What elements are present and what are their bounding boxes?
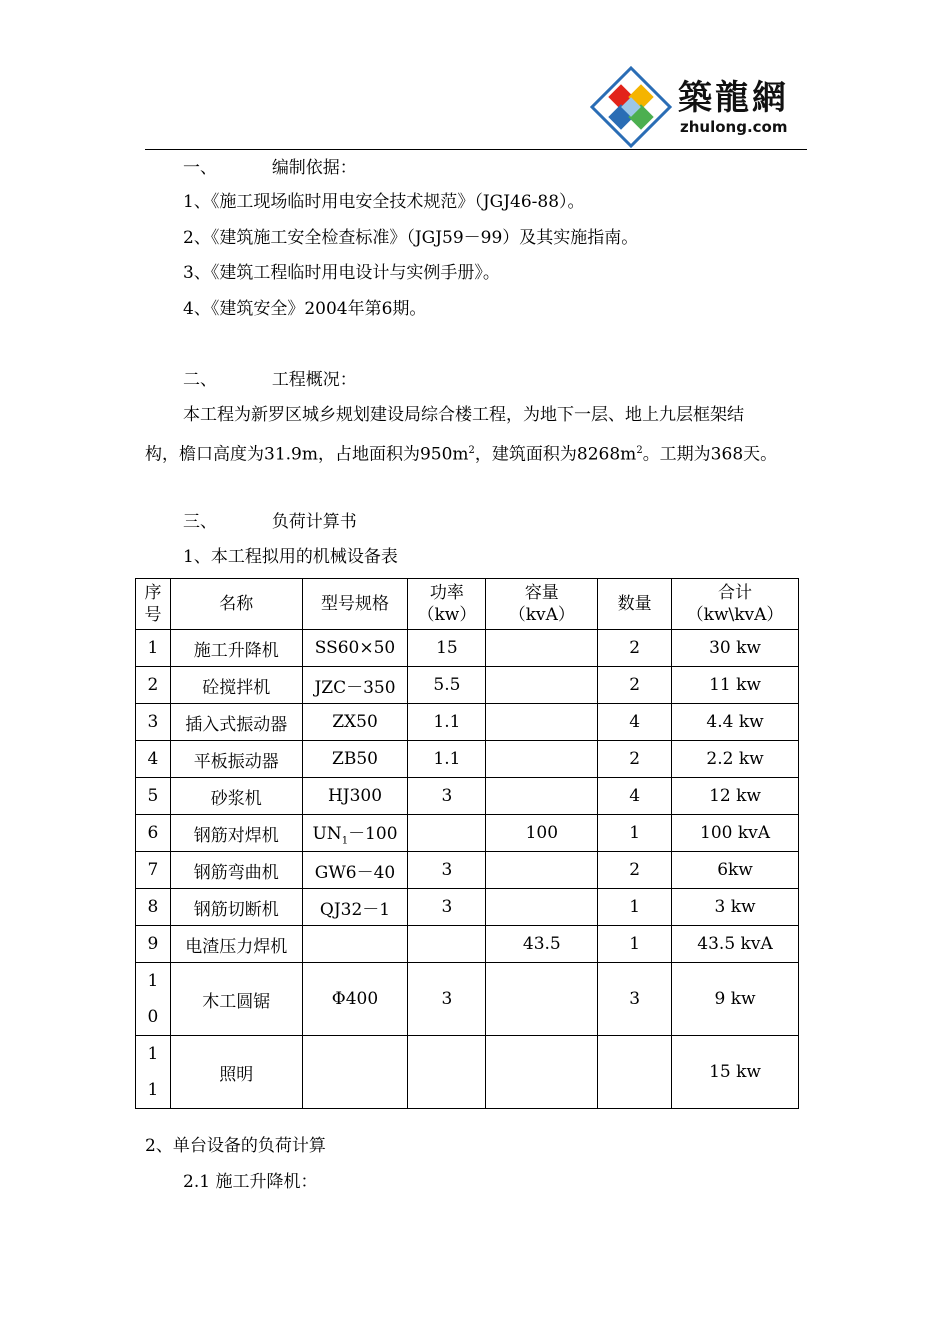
overview-text-c: 。工期为368天。 (642, 444, 778, 465)
overview-text-b: ，建筑面积为8268m (474, 444, 637, 465)
section1-title: 编制依据： (271, 158, 357, 178)
cell-name: 钢筋弯曲机 (170, 852, 302, 889)
cell-total: 6kw (672, 852, 799, 889)
basis-item-3: 3、《建筑工程临时用电设计与实例手册》。 (183, 263, 500, 283)
cell-model: GW6－40 (302, 852, 408, 889)
cell-total: 15 kw (672, 1036, 799, 1109)
section3-number: 三、 (183, 512, 217, 532)
cell-no: 7 (136, 852, 171, 889)
section3-title: 负荷计算书 (271, 512, 357, 532)
cell-power: 1.1 (408, 704, 486, 741)
cell-name: 砼搅拌机 (170, 667, 302, 704)
cell-capacity (486, 778, 598, 815)
cell-no: 3 (136, 704, 171, 741)
cell-name: 钢筋对焊机 (170, 815, 302, 852)
cell-model: JZC－350 (302, 667, 408, 704)
cell-model: Φ400 (302, 963, 408, 1036)
cell-total: 4.4 kw (672, 704, 799, 741)
cell-capacity (486, 889, 598, 926)
cell-name: 施工升降机 (170, 630, 302, 667)
cell-total: 100 kvA (672, 815, 799, 852)
cell-power: 15 (408, 630, 486, 667)
cell-capacity (486, 852, 598, 889)
equipment-table (135, 578, 799, 1109)
table-row (136, 815, 799, 852)
cell-no: 1 (136, 630, 171, 667)
table-row (136, 1036, 799, 1109)
cell-total: 11 kw (672, 667, 799, 704)
cell-capacity (486, 667, 598, 704)
subsection-2-1-heading: 2.1 施工升降机： (183, 1172, 318, 1192)
cell-total: 3 kw (672, 889, 799, 926)
header-model: 型号规格 (302, 579, 408, 630)
header-qty: 数量 (598, 579, 672, 630)
cell-name: 钢筋切断机 (170, 889, 302, 926)
cell-power: 3 (408, 889, 486, 926)
cell-power: 3 (408, 778, 486, 815)
cell-total: 2.2 kw (672, 741, 799, 778)
cell-name: 木工圆锯 (170, 963, 302, 1036)
cell-no: 1 1 (136, 1036, 171, 1109)
table-row (136, 889, 799, 926)
table-row (136, 926, 799, 963)
cell-model (302, 926, 408, 963)
cell-name: 插入式振动器 (170, 704, 302, 741)
basis-item-4: 4、《建筑安全》2004年第6期。 (183, 299, 427, 319)
header-capacity: 容量 （kvA） (486, 579, 598, 630)
cell-model: $UN_1-100$ (302, 815, 408, 852)
overview-text-a: 构，檐口高度为31.9m，占地面积为950m (145, 444, 469, 465)
table-row (136, 741, 799, 778)
superscript-area1: 2 (468, 445, 475, 456)
header-power: 功率 （kw） (408, 579, 486, 630)
table-header-row (136, 579, 799, 630)
section2-heading (183, 369, 357, 391)
cell-total: 9 kw (672, 963, 799, 1036)
section3-heading (183, 511, 357, 533)
cell-qty: 4 (598, 704, 672, 741)
cell-power: 3 (408, 852, 486, 889)
section2-title: 工程概况： (271, 370, 357, 390)
cell-capacity (486, 741, 598, 778)
table-row (136, 704, 799, 741)
cell-model: HJ300 (302, 778, 408, 815)
cell-qty: 3 (598, 963, 672, 1036)
cell-power (408, 815, 486, 852)
cell-qty: 4 (598, 778, 672, 815)
cell-capacity (486, 1036, 598, 1109)
cell-no: 8 (136, 889, 171, 926)
logo-domain: zhulong.com (680, 118, 788, 136)
cell-no: 6 (136, 815, 171, 852)
cell-qty: 1 (598, 889, 672, 926)
header-no: 序 号 (136, 579, 171, 630)
cell-total: 43.5 kvA (672, 926, 799, 963)
superscript-area2: 2 (636, 445, 643, 456)
basis-item-1: 1、《施工现场临时用电安全技术规范》（JGJ46-88）。 (183, 192, 585, 212)
logo-chinese-name: 築龍網 (678, 78, 789, 118)
cell-total: 30 kw (672, 630, 799, 667)
cell-name: 平板振动器 (170, 741, 302, 778)
cell-power: 3 (408, 963, 486, 1036)
cell-qty: 1 (598, 926, 672, 963)
header-total: 合计 （kw\kvA） (672, 579, 799, 630)
cell-qty: 2 (598, 630, 672, 667)
cell-model: QJ32－1 (302, 889, 408, 926)
table-row (136, 778, 799, 815)
cell-no: 5 (136, 778, 171, 815)
section2-number: 二、 (183, 370, 217, 390)
cell-qty: 2 (598, 852, 672, 889)
cell-power: 5.5 (408, 667, 486, 704)
cell-name: 电渣压力焊机 (170, 926, 302, 963)
cell-model: SS60×50 (302, 630, 408, 667)
overview-line-2 (145, 440, 777, 466)
cell-power (408, 1036, 486, 1109)
cell-power (408, 926, 486, 963)
cell-no: 1 0 (136, 963, 171, 1036)
header-divider (145, 149, 807, 150)
cell-qty (598, 1036, 672, 1109)
cell-model: ZX50 (302, 704, 408, 741)
cell-capacity (486, 963, 598, 1036)
zhulong-logo (590, 66, 810, 146)
cell-model (302, 1036, 408, 1109)
section1-heading (183, 157, 357, 179)
overview-line-1: 本工程为新罗区城乡规划建设局综合楼工程，为地下一层、地上九层框架结 (183, 405, 744, 425)
cell-model: ZB50 (302, 741, 408, 778)
section1-number: 一、 (183, 158, 217, 178)
cell-name: 照明 (170, 1036, 302, 1109)
cell-total: 12 kw (672, 778, 799, 815)
zhulong-logo-icon (590, 66, 672, 148)
table-row (136, 667, 799, 704)
equipment-table-caption: 1、本工程拟用的机械设备表 (183, 547, 398, 567)
table-row (136, 630, 799, 667)
table-row (136, 852, 799, 889)
cell-no: 4 (136, 741, 171, 778)
table-row (136, 963, 799, 1036)
cell-qty: 1 (598, 815, 672, 852)
header-name: 名称 (170, 579, 302, 630)
cell-capacity: 43.5 (486, 926, 598, 963)
cell-capacity: 100 (486, 815, 598, 852)
cell-qty: 2 (598, 667, 672, 704)
cell-capacity (486, 630, 598, 667)
cell-power: 1.1 (408, 741, 486, 778)
cell-capacity (486, 704, 598, 741)
basis-item-2: 2、《建筑施工安全检查标准》（JGJ59－99）及其实施指南。 (183, 228, 639, 248)
cell-no: 9 (136, 926, 171, 963)
cell-name: 砂浆机 (170, 778, 302, 815)
cell-qty: 2 (598, 741, 672, 778)
cell-no: 2 (136, 667, 171, 704)
subsection-2-heading: 2、单台设备的负荷计算 (145, 1136, 326, 1156)
